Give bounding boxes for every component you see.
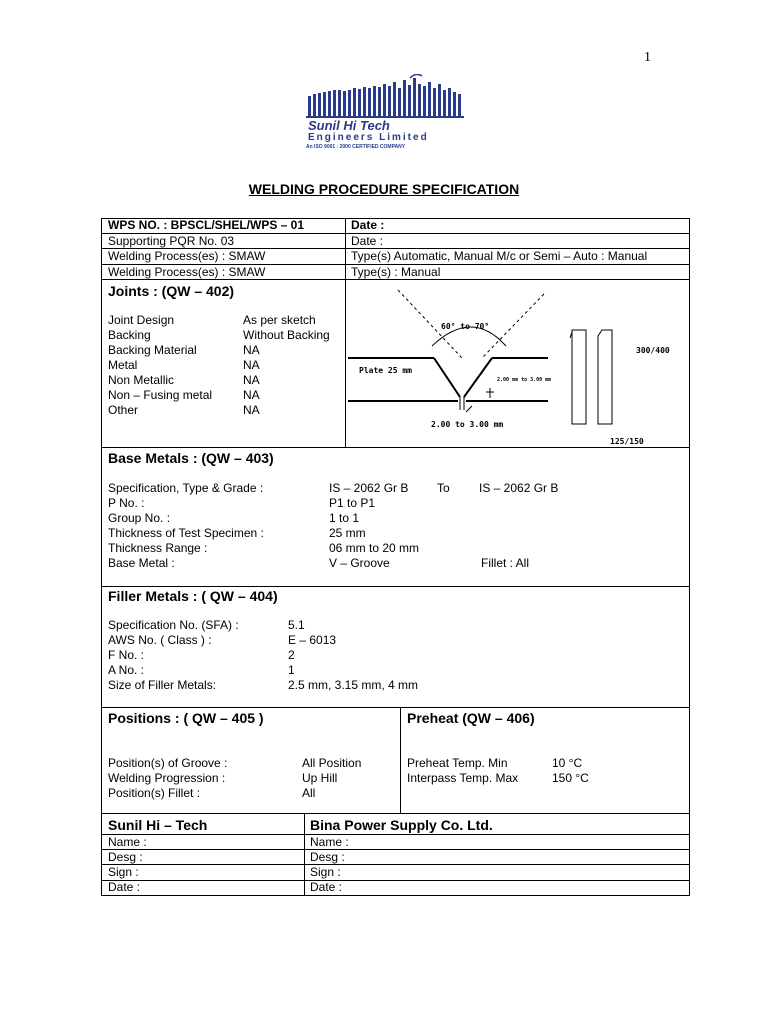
filler-label: Size of Filler Metals:: [108, 678, 217, 692]
base-metal-value: IS – 2062 Gr B: [329, 481, 409, 495]
base-metal-value: P1 to P1: [329, 496, 376, 510]
wps-number: WPS NO. : BPSCL/SHEL/WPS – 01: [108, 218, 305, 232]
filler-value: 2: [288, 648, 295, 662]
joint-value: NA: [243, 403, 260, 417]
filler-metals-labels: [108, 618, 239, 693]
filler-label: Specification No. (SFA) :: [108, 618, 239, 632]
signoff-date-label: Date :: [310, 880, 343, 894]
page-number: 1: [644, 50, 651, 65]
signoff-desg-label: Desg :: [108, 850, 143, 864]
base-metal-value: 1 to 1: [329, 511, 360, 525]
signoff-sign-label: Sign :: [108, 865, 139, 879]
preheat-value: 10 °C: [552, 756, 583, 770]
to-label: To: [437, 481, 450, 495]
filler-value: E – 6013: [288, 633, 337, 647]
process-type-2: Type(s) : Manual: [351, 265, 441, 279]
signoff-name-label: Name :: [310, 835, 349, 849]
positions-labels: [108, 756, 227, 801]
joints-labels: [108, 313, 212, 418]
base-metal-value: V – Groove: [329, 556, 390, 570]
position-value: All: [302, 786, 316, 800]
base-metal-label: Thickness Range :: [108, 541, 208, 555]
wps-date-label: Date :: [351, 218, 385, 232]
position-label: Position(s) Fillet :: [108, 786, 201, 800]
joint-label: Metal: [108, 358, 138, 372]
preheat-label: Preheat Temp. Min: [407, 756, 508, 770]
joint-value: NA: [243, 343, 260, 357]
document-title: WELDING PROCEDURE SPECIFICATION: [248, 181, 520, 197]
preheat-values: [552, 756, 589, 786]
preheat-label: Interpass Temp. Max: [407, 771, 519, 785]
logo-subtitle: Engineers Limited: [308, 132, 429, 143]
base-metals-heading: Base Metals : (QW – 403): [108, 450, 274, 466]
filler-metals-heading: Filler Metals : ( QW – 404): [108, 588, 278, 604]
base-metal-label: Thickness of Test Specimen :: [108, 526, 264, 540]
to-spec-value: IS – 2062 Gr B: [479, 481, 559, 495]
pqr-number: Supporting PQR No. 03: [108, 234, 235, 248]
joints-values: [243, 313, 330, 418]
electrode-size-label-1: 300/400: [636, 346, 670, 355]
joint-label: Backing Material: [108, 343, 197, 357]
base-metal-value: 25 mm: [329, 526, 366, 540]
joint-label: Backing: [108, 328, 151, 342]
logo-certification: An ISO 9001 : 2000 CERTIFIED COMPANY: [306, 144, 406, 150]
base-metals-values: [329, 481, 419, 571]
joint-label: Non – Fusing metal: [108, 388, 213, 402]
base-metal-label: Specification, Type & Grade :: [108, 481, 264, 495]
filler-label: A No. :: [108, 663, 145, 677]
signoff-desg-label: Desg :: [310, 850, 345, 864]
joint-value: NA: [243, 388, 260, 402]
pqr-date-label: Date :: [351, 234, 384, 248]
joint-label: Non Metallic: [108, 373, 175, 387]
plate-thickness-label: Plate 25 mm: [359, 366, 412, 375]
base-metal-value: 06 mm to 20 mm: [329, 541, 420, 555]
position-label: Welding Progression :: [108, 771, 226, 785]
signoff-left-fields: [108, 835, 147, 895]
groove-angle-label: 60° to 70°: [441, 322, 490, 331]
filler-value: 2.5 mm, 3.15 mm, 4 mm: [288, 678, 419, 692]
base-metal-label: Group No. :: [108, 511, 171, 525]
joint-value: NA: [243, 373, 260, 387]
base-metal-label: P No. :: [108, 496, 145, 510]
welding-process-1: Welding Process(es) : SMAW: [108, 249, 266, 263]
preheat-heading: Preheat (QW – 406): [407, 710, 535, 726]
joint-value: NA: [243, 358, 260, 372]
filler-value: 1: [288, 663, 295, 677]
electrode-size-label-2: 125/150: [610, 437, 644, 446]
joint-sketch-diagram: [346, 280, 689, 447]
filler-metals-values: [288, 618, 418, 693]
signoff-left-heading: Sunil Hi – Tech: [108, 817, 208, 833]
signoff-sign-label: Sign :: [310, 865, 341, 879]
filler-label: F No. :: [108, 648, 145, 662]
logo-company-name: Sunil Hi Tech: [308, 118, 390, 133]
process-type-1: Type(s) Automatic, Manual M/c or Semi – Auto : Manual: [351, 249, 648, 263]
joint-label: Joint Design: [108, 313, 175, 327]
joint-value: Without Backing: [243, 328, 330, 342]
signoff-right-fields: [310, 835, 349, 895]
positions-values: [302, 756, 361, 801]
welding-process-2: Welding Process(es) : SMAW: [108, 265, 266, 279]
position-label: Position(s) of Groove :: [108, 756, 228, 770]
fillet-value: Fillet : All: [481, 556, 530, 570]
company-logo: [306, 74, 466, 154]
signoff-right-heading: Bina Power Supply Co. Ltd.: [310, 817, 493, 833]
filler-value: 5.1: [288, 618, 305, 632]
base-metals-labels: [108, 481, 264, 571]
root-face-label: 2.00 mm to 3.00 mm: [497, 377, 552, 383]
base-metal-label: Base Metal :: [108, 556, 175, 570]
filler-label: AWS No. ( Class ) :: [108, 633, 212, 647]
joint-value: As per sketch: [243, 313, 316, 327]
preheat-value: 150 °C: [552, 771, 589, 785]
joint-label: Other: [108, 403, 139, 417]
joints-heading: Joints : (QW – 402): [108, 283, 235, 299]
root-gap-label: 2.00 to 3.00 mm: [431, 420, 504, 429]
position-value: Up Hill: [302, 771, 338, 785]
positions-heading: Positions : ( QW – 405 ): [108, 710, 264, 726]
position-value: All Position: [302, 756, 362, 770]
signoff-name-label: Name :: [108, 835, 147, 849]
signoff-date-label: Date :: [108, 880, 141, 894]
preheat-labels: [407, 756, 518, 786]
